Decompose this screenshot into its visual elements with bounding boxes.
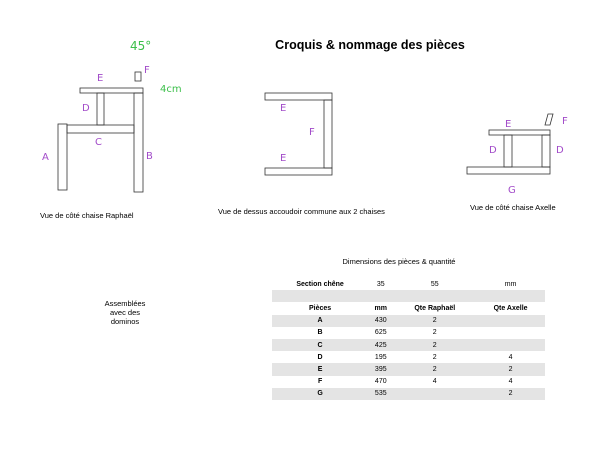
angle-annotation: 45°	[130, 39, 152, 53]
qte-raphael-cell: 2	[432, 329, 437, 337]
table-row	[272, 376, 545, 388]
caption-axelle: Vue de côté chaise Axelle	[470, 203, 556, 212]
table-row	[272, 327, 545, 339]
section-label: Section chêne	[296, 280, 344, 288]
length-cell: 425	[368, 339, 393, 351]
table-title: Dimensions des pièces & quantité	[342, 257, 456, 266]
sketch-top-view	[265, 93, 332, 175]
label-e: E	[280, 153, 287, 164]
label-d: D	[82, 103, 90, 114]
label-c: C	[95, 137, 102, 148]
piece-cell: C	[272, 339, 368, 351]
qte-raphael-cell: 2	[393, 315, 476, 327]
label-f: F	[309, 127, 315, 138]
label-f: F	[562, 116, 568, 127]
page-title: Croquis & nommage des pièces	[275, 38, 465, 52]
header-row	[272, 302, 545, 314]
sketch-raphael	[58, 72, 143, 192]
qte-axelle-cell	[476, 339, 545, 351]
sketch-top-view-labels	[280, 103, 315, 164]
qte-raphael-cell: 2	[393, 339, 476, 351]
qte-raphael-cell	[393, 388, 476, 400]
spacer-row	[272, 290, 545, 302]
label-g: G	[508, 185, 516, 196]
header-qte-raphael: Qte Raphaël	[414, 304, 456, 312]
label-d: D	[489, 145, 497, 156]
label-a: A	[42, 152, 49, 163]
header-mm: mm	[374, 304, 387, 312]
table-row	[272, 339, 545, 351]
note-line: dominos	[110, 317, 140, 326]
piece-cell: D	[317, 353, 323, 361]
label-e: E	[280, 103, 287, 114]
thickness-annotation: 4cm	[160, 84, 182, 95]
length-cell: 470	[374, 378, 387, 386]
qte-axelle-cell: 2	[476, 363, 545, 375]
qte-axelle-cell: 4	[508, 353, 513, 361]
qte-axelle-cell	[476, 327, 545, 339]
assembly-note	[90, 299, 160, 326]
section-row	[272, 278, 545, 290]
table-row	[272, 315, 545, 327]
qte-raphael-cell: 4	[432, 378, 437, 386]
length-cell: 535	[368, 388, 393, 400]
qte-raphael-cell: 2	[393, 363, 476, 375]
qte-axelle-cell: 4	[508, 378, 513, 386]
piece-cell: G	[272, 388, 368, 400]
length-cell: 625	[374, 329, 387, 337]
header-pieces: Pièces	[308, 304, 332, 312]
section-width: 35	[376, 280, 385, 288]
piece-cell: F	[317, 378, 323, 386]
length-cell: 430	[368, 315, 393, 327]
piece-cell: B	[317, 329, 323, 337]
qte-raphael-cell: 2	[432, 353, 437, 361]
label-e: E	[505, 119, 512, 130]
label-b: B	[146, 151, 153, 162]
table-row	[272, 363, 545, 375]
note-line: avec des	[109, 308, 141, 317]
label-d: D	[556, 145, 564, 156]
caption-top-view: Vue de dessus accoudoir commune aux 2 chaises	[218, 207, 385, 216]
piece-cell: E	[272, 363, 368, 375]
caption-raphael: Vue de côté chaise Raphaël	[40, 211, 134, 220]
section-unit: mm	[504, 280, 517, 288]
qte-axelle-cell	[476, 315, 545, 327]
dimensions-table	[272, 278, 545, 400]
label-e: E	[97, 73, 104, 84]
table-row	[272, 351, 545, 363]
qte-axelle-cell: 2	[476, 388, 545, 400]
header-qte-axelle: Qte Axelle	[493, 304, 528, 312]
table-row	[272, 388, 545, 400]
note-line: Assemblées	[104, 299, 146, 308]
sketch-axelle-labels	[489, 116, 568, 196]
section-height: 55	[430, 280, 439, 288]
length-cell: 395	[368, 363, 393, 375]
length-cell: 195	[374, 353, 387, 361]
sketch-raphael-labels	[42, 39, 182, 163]
piece-cell: A	[272, 315, 368, 327]
label-f: F	[144, 65, 150, 76]
